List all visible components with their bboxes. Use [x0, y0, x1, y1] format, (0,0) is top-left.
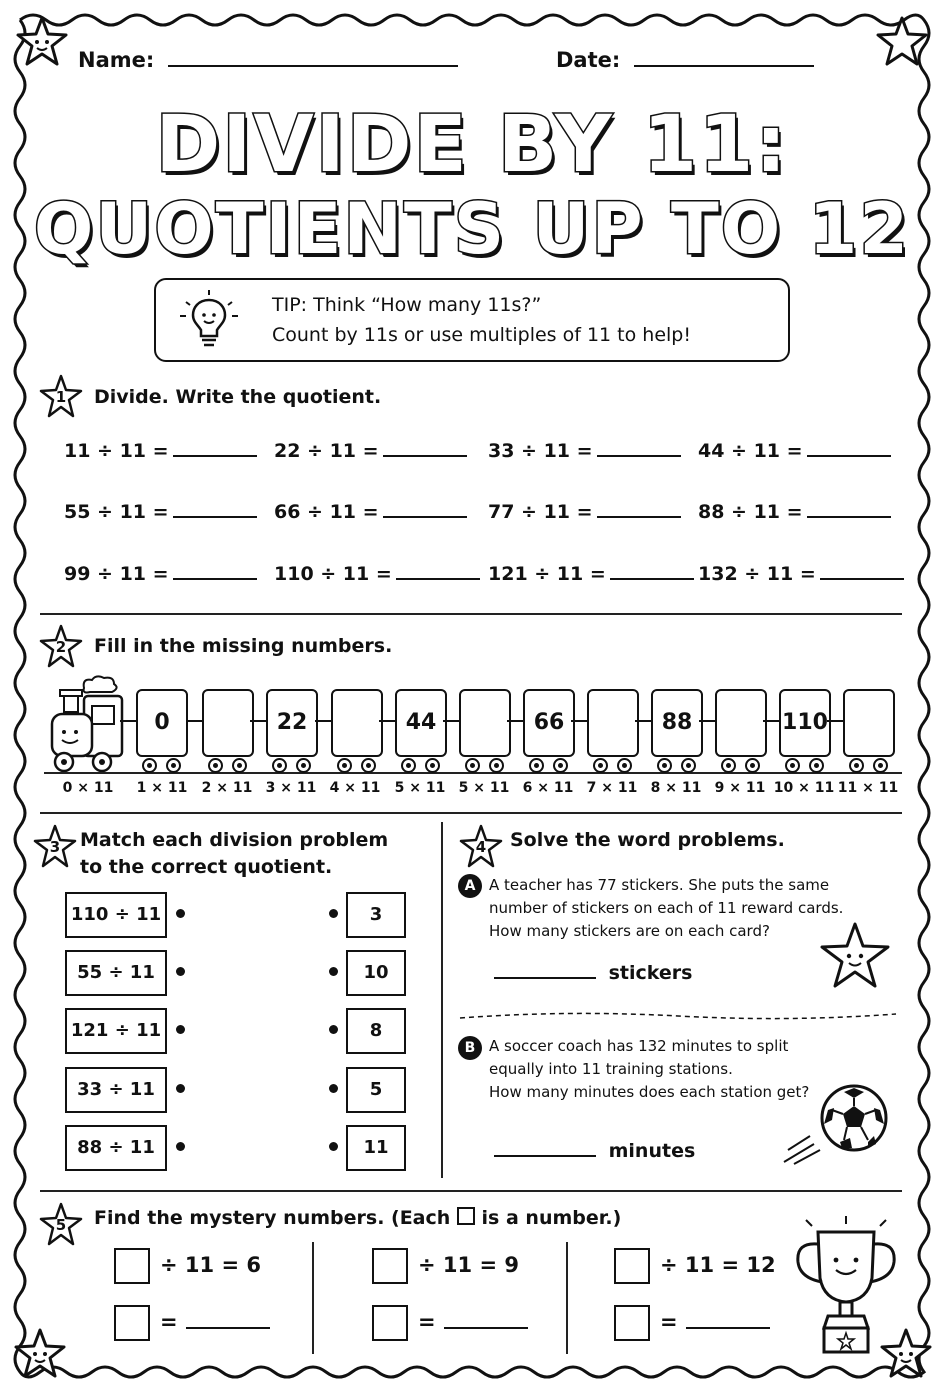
match-dot[interactable]	[329, 1025, 338, 1034]
star-icon	[14, 14, 70, 70]
tip-line-1: TIP: Think “How many 11s?”	[272, 294, 542, 316]
mystery-equation: ÷ 11 = 6	[114, 1248, 261, 1284]
wheel-icon	[465, 758, 480, 773]
division-problem: 22 ÷ 11 =	[274, 440, 467, 462]
match-problem-box[interactable]: 33 ÷ 11	[65, 1067, 167, 1113]
train-car-number: 44	[405, 710, 437, 735]
division-problem: 55 ÷ 11 =	[64, 501, 257, 523]
name-field[interactable]	[168, 65, 458, 67]
wheel-icon	[681, 758, 696, 773]
divider	[40, 1190, 902, 1192]
train-car	[136, 689, 188, 757]
section-2-badge: 2	[38, 624, 84, 670]
dashed-divider	[458, 1008, 898, 1024]
divider	[40, 812, 902, 814]
wheel-icon	[657, 758, 672, 773]
section-3-title-line1: Match each division problem	[80, 829, 389, 851]
divider	[40, 613, 902, 615]
section-5-badge: 5	[38, 1202, 84, 1248]
car-connector	[571, 720, 587, 722]
mystery-answer: =	[114, 1305, 270, 1341]
column-divider	[312, 1242, 314, 1354]
answer-blank[interactable]	[597, 455, 681, 457]
answer-blank[interactable]	[186, 1327, 270, 1329]
star-icon	[12, 1326, 68, 1382]
wheel-icon	[272, 758, 287, 773]
mystery-box[interactable]	[614, 1248, 650, 1284]
train-car	[779, 689, 831, 757]
answer-blank[interactable]	[173, 455, 257, 457]
answer-blank[interactable]	[686, 1327, 770, 1329]
car-connector	[120, 720, 136, 722]
box-icon	[457, 1207, 475, 1225]
wheel-icon	[296, 758, 311, 773]
wheel-icon	[529, 758, 544, 773]
mystery-equation: ÷ 11 = 12	[614, 1248, 776, 1284]
mystery-answer: =	[372, 1305, 528, 1341]
answer-blank[interactable]	[807, 455, 891, 457]
car-connector	[827, 720, 843, 722]
section-3-badge: 3	[32, 824, 78, 870]
division-problem: 11 ÷ 11 =	[64, 440, 257, 462]
name-label: Name:	[78, 48, 458, 72]
word-problem-b: A soccer coach has 132 minutes to split equally into 11 training stations. How many minutes does each station get?	[489, 1037, 810, 1101]
wheel-icon	[232, 758, 247, 773]
lightbulb-icon	[176, 288, 242, 352]
section-4-badge: 4	[458, 824, 504, 870]
tip-box	[154, 278, 790, 362]
answer-a: stickers	[494, 962, 692, 984]
tip-line-2: Count by 11s or use multiples of 11 to help!	[272, 324, 691, 346]
car-connector	[315, 720, 331, 722]
star-icon	[818, 920, 892, 990]
match-dot[interactable]	[329, 909, 338, 918]
car-connector	[507, 720, 523, 722]
match-dot[interactable]	[176, 1025, 185, 1034]
column-divider	[566, 1242, 568, 1354]
wheel-icon	[166, 758, 181, 773]
answer-blank[interactable]	[383, 455, 467, 457]
match-dot[interactable]	[329, 1142, 338, 1151]
train-car	[395, 689, 447, 757]
wheel-icon	[208, 758, 223, 773]
train-car	[651, 689, 703, 757]
division-problem: 88 ÷ 11 =	[698, 501, 891, 523]
division-problem: 132 ÷ 11 =	[698, 563, 904, 585]
wheel-icon	[593, 758, 608, 773]
wheel-icon	[425, 758, 440, 773]
car-connector	[379, 720, 395, 722]
date-label: Date:	[556, 48, 814, 72]
mystery-answer: =	[614, 1305, 770, 1341]
problem-a-marker: A	[458, 874, 482, 898]
match-problem-box[interactable]: 55 ÷ 11	[65, 950, 167, 996]
section-4-title: Solve the word problems.	[510, 829, 785, 851]
multiple-label: 1 × 11	[136, 780, 188, 796]
train-car-number: 88	[661, 710, 693, 735]
answer-blank[interactable]	[494, 977, 596, 979]
answer-blank[interactable]	[383, 516, 467, 518]
wheel-icon	[849, 758, 864, 773]
wheel-icon	[553, 758, 568, 773]
train-car-number: 22	[276, 710, 308, 735]
train-car-number: 66	[533, 710, 565, 735]
multiple-label: 11 × 11	[837, 780, 899, 796]
train-car	[266, 689, 318, 757]
word-problem-a: A teacher has 77 stickers. She puts the same number of stickers on each of 11 reward cards. How many stickers are on each card?	[489, 876, 844, 940]
division-problem: 99 ÷ 11 =	[64, 563, 257, 585]
section-1-badge: 1	[38, 374, 84, 420]
section-2-title: Fill in the missing numbers.	[94, 635, 393, 657]
division-problem: 77 ÷ 11 =	[488, 501, 681, 523]
train-car-number: 0	[154, 710, 170, 735]
wheel-icon	[809, 758, 824, 773]
match-answer-box[interactable]: 10	[346, 950, 406, 996]
train-car-blank[interactable]	[843, 689, 895, 757]
mystery-box[interactable]	[114, 1248, 150, 1284]
answer-b: minutes	[494, 1140, 695, 1162]
wheel-icon	[401, 758, 416, 773]
multiple-label: 0 × 11	[62, 780, 114, 796]
multiple-label: 3 × 11	[265, 780, 317, 796]
car-connector	[635, 720, 651, 722]
mystery-box[interactable]	[372, 1248, 408, 1284]
wheel-icon	[873, 758, 888, 773]
page-title-line1: DIVIDE BY 11:	[155, 100, 789, 190]
section-5-title: Find the mystery numbers. (Each is a number.)	[94, 1207, 622, 1229]
wheel-icon	[617, 758, 632, 773]
car-connector	[699, 720, 715, 722]
answer-blank[interactable]	[597, 516, 681, 518]
division-problem: 121 ÷ 11 =	[488, 563, 694, 585]
car-connector	[186, 720, 202, 722]
multiple-label: 7 × 11	[586, 780, 638, 796]
car-connector	[763, 720, 779, 722]
train-car-blank[interactable]	[715, 689, 767, 757]
mystery-box[interactable]	[614, 1305, 650, 1341]
match-problem-box[interactable]: 110 ÷ 11	[65, 892, 167, 938]
wheel-icon	[142, 758, 157, 773]
division-problem: 33 ÷ 11 =	[488, 440, 681, 462]
answer-blank[interactable]	[820, 578, 904, 580]
trophy-icon	[784, 1212, 908, 1362]
match-answer-box[interactable]: 3	[346, 892, 406, 938]
section-1-title: Divide. Write the quotient.	[94, 386, 382, 408]
match-problem-box[interactable]: 121 ÷ 11	[65, 1008, 167, 1054]
division-problem: 66 ÷ 11 =	[274, 501, 467, 523]
match-dot[interactable]	[176, 909, 185, 918]
division-problem: 44 ÷ 11 =	[698, 440, 891, 462]
multiple-label: 4 × 11	[329, 780, 381, 796]
wheel-icon	[337, 758, 352, 773]
wheel-icon	[361, 758, 376, 773]
column-divider	[441, 822, 443, 1178]
answer-blank[interactable]	[610, 578, 694, 580]
wheel-icon	[745, 758, 760, 773]
train-car-blank[interactable]	[331, 689, 383, 757]
answer-blank[interactable]	[173, 578, 257, 580]
match-answer-box[interactable]: 8	[346, 1008, 406, 1054]
match-dot[interactable]	[329, 1084, 338, 1093]
soccer-ball-icon	[780, 1080, 892, 1170]
problem-b-marker: B	[458, 1036, 482, 1060]
match-dot[interactable]	[176, 967, 185, 976]
train-car-blank[interactable]	[459, 689, 511, 757]
page-title-line2: QUOTIENTS UP TO 12	[33, 188, 911, 270]
car-connector	[443, 720, 459, 722]
multiple-label: 2 × 11	[201, 780, 253, 796]
multiple-label: 8 × 11	[650, 780, 702, 796]
wheel-icon	[489, 758, 504, 773]
star-icon	[874, 14, 930, 70]
train-car-blank[interactable]	[202, 689, 254, 757]
multiple-label: 9 × 11	[714, 780, 766, 796]
multiple-label: 5 × 11	[394, 780, 446, 796]
train-car-number: 110	[782, 710, 828, 735]
answer-blank[interactable]	[444, 1327, 528, 1329]
wheel-icon	[785, 758, 800, 773]
answer-blank[interactable]	[396, 578, 480, 580]
train-car	[523, 689, 575, 757]
match-problem-box[interactable]: 88 ÷ 11	[65, 1125, 167, 1171]
car-connector	[250, 720, 266, 722]
division-problem: 110 ÷ 11 =	[274, 563, 480, 585]
mystery-box[interactable]	[114, 1305, 150, 1341]
section-3-title-line2: to the correct quotient.	[80, 856, 333, 878]
match-answer-box[interactable]: 11	[346, 1125, 406, 1171]
multiple-label: 6 × 11	[522, 780, 574, 796]
multiple-label: 5 × 11	[458, 780, 510, 796]
mystery-box[interactable]	[372, 1305, 408, 1341]
multiple-label: 10 × 11	[773, 780, 835, 796]
answer-blank[interactable]	[494, 1155, 596, 1157]
train-engine-icon	[44, 674, 128, 774]
wheel-icon	[721, 758, 736, 773]
train-car-blank[interactable]	[587, 689, 639, 757]
date-field[interactable]	[634, 65, 814, 67]
match-dot[interactable]	[329, 967, 338, 976]
match-dot[interactable]	[176, 1142, 185, 1151]
answer-blank[interactable]	[173, 516, 257, 518]
match-answer-box[interactable]: 5	[346, 1067, 406, 1113]
mystery-equation: ÷ 11 = 9	[372, 1248, 519, 1284]
answer-blank[interactable]	[807, 516, 891, 518]
match-dot[interactable]	[176, 1084, 185, 1093]
